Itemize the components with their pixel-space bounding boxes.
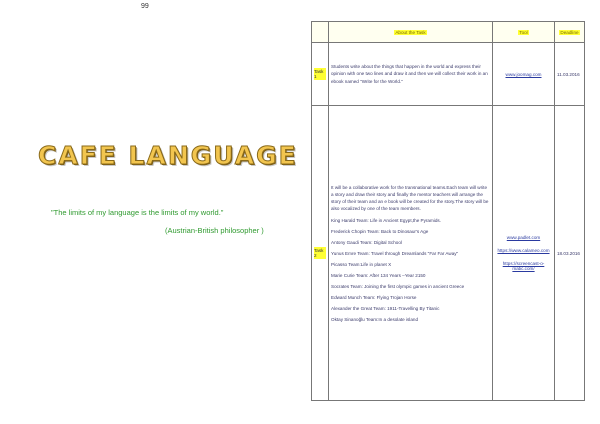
team-line: Edward Munch Team: Flying Trojan Horse — [331, 295, 417, 301]
task-2-label-cell — [312, 106, 329, 401]
task-2-label: Task 2 — [314, 247, 326, 259]
table-header-row — [312, 22, 585, 43]
task-2-intro: It will be a collaborative work for the transnational teams.Each team will write a story and draw their story and finally the mentor teachers will arrange the story of their team and an e book will be created for the story.The story will be also vocalized by one of the team members. — [331, 184, 489, 212]
padlet-link[interactable]: www.padlet.com — [506, 235, 541, 240]
team-line: Frederick Chopin Team: Back to Dinosaur's Age — [331, 229, 429, 235]
calameo-link[interactable]: https://www.calameo.com — [497, 248, 550, 253]
cafe-language-title: CAFE LANGUAGE — [38, 141, 298, 170]
task-1-label: Task 1 — [314, 68, 326, 80]
page-number: 99 — [141, 3, 149, 10]
quote-author: (Austrian-British philosopher ) — [165, 226, 264, 235]
team-line: Picasso Team:Life in planet X — [331, 262, 392, 268]
team-line: Marie Curie Team: After 134 Years –Year 2150 — [331, 273, 426, 279]
task-1-label-cell — [312, 43, 329, 106]
team-line: Alexander the Great Team: 1911-Travelling By Titanic — [331, 306, 440, 312]
quote-text: "The limits of my language is the limits of my world." — [51, 208, 224, 217]
task-2-deadline: 18.03.2016 — [555, 106, 585, 401]
table-row-task-2 — [312, 106, 585, 401]
team-line: King Harald Team: Life in Ancient Egypt,the Pyramids. — [331, 218, 441, 224]
team-line: Antony Gaudi Team: Digital School — [331, 240, 402, 246]
task-1-tool-cell — [493, 43, 555, 106]
task-2-about — [329, 106, 493, 401]
task-1-deadline: 11.03.2016 — [555, 43, 585, 106]
team-line: Oktay Sinanoğlu Team:In a desolate island — [331, 317, 418, 323]
team-line: Socrates Team: Joining the first olympic games in ancient Greece — [331, 284, 465, 290]
header-empty-cell — [312, 22, 329, 43]
tasks-table — [311, 21, 585, 401]
screencast-link[interactable]: https://screencast-o-matic.com/ — [502, 261, 545, 271]
header-tool: Tool — [493, 22, 555, 43]
team-line: Yunus Emre Team: Travel through Dreamlands "Far Far Away" — [331, 251, 459, 257]
header-deadline: Deadline — [555, 22, 585, 43]
task-2-tool-cell — [493, 106, 555, 401]
task-1-about: Students write about the things that happen in the world and express their opinion with one two lines and draw it and then we will collect their work in an ebook named "Write for the World." — [329, 43, 493, 106]
table-row-task-1 — [312, 43, 585, 106]
joomag-link[interactable]: www.joomag.com — [505, 71, 542, 77]
header-about-task: About the Task — [329, 22, 493, 43]
